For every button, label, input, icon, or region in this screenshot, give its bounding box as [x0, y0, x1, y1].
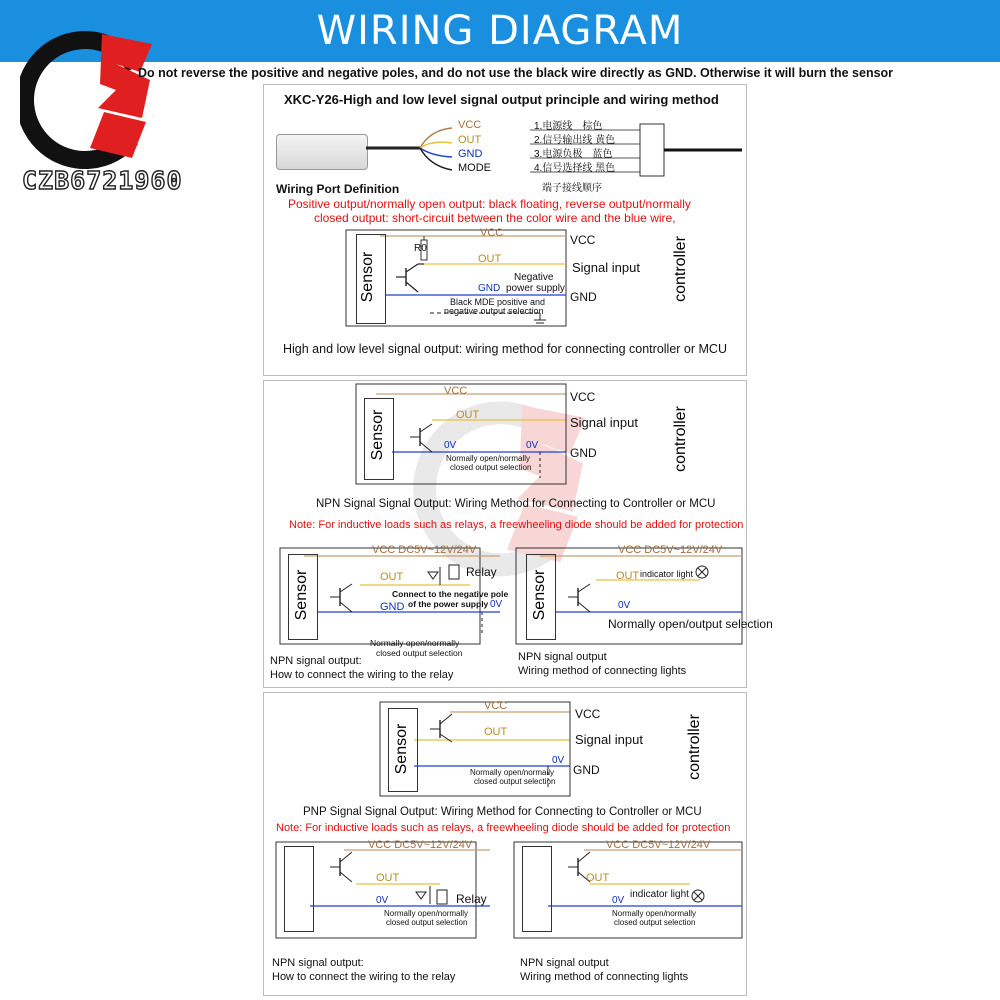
warning-text: Do not reverse the positive and negative poles, and do not use the black wire directly as GND. Otherwise it will burn the sensor	[138, 66, 894, 80]
panel2-relay-neg-1: Connect to the negative pole	[392, 589, 509, 599]
panel3-0v-label: 0V	[552, 755, 565, 766]
panel1-out-label: OUT	[478, 253, 502, 265]
panel2-ctrl-gnd: GND	[570, 446, 597, 460]
panel2-0v-label: 0V	[444, 440, 457, 451]
panel2-light-indicator: indicator light	[640, 569, 694, 579]
negative-supply-label-1: Negative	[514, 272, 554, 283]
panel1-red-note-1: Positive output/normally open output: black floating, reverse output/normally	[288, 197, 691, 211]
panel2-out-label: OUT	[456, 409, 480, 421]
panel2-relay-out: OUT	[380, 571, 404, 583]
panel3-light-sensor-box	[522, 846, 552, 932]
panel2-controller-label: controller	[672, 406, 689, 472]
mde-label-1: Black MDE positive and	[450, 297, 546, 307]
port-definition-label: Wiring Port Definition	[276, 182, 400, 196]
panel3-caption: PNP Signal Signal Output: Wiring Method for Connecting to Controller or MCU	[303, 806, 702, 818]
banner-title: WIRING DIAGRAM	[316, 8, 684, 54]
panel1-gnd-label: GND	[478, 283, 501, 294]
panel1-wire-vcc-label: VCC	[458, 119, 482, 131]
panel2-light-caption-2: Wiring method of connecting lights	[518, 665, 687, 677]
panel2-relay-nc-1: Normally open/normally	[370, 638, 460, 648]
panel2-ctrl-vcc: VCC	[570, 390, 596, 404]
panel3-light-0v: 0V	[612, 895, 625, 906]
panel3-light-out: OUT	[586, 872, 610, 884]
panel3-light-indicator: indicator light	[630, 889, 689, 900]
panel3-sensor-label: Sensor	[393, 723, 410, 775]
panel2-light-nc: Normally open/output selection	[608, 617, 773, 631]
panel3-ctrl-signal: Signal input	[575, 732, 643, 747]
panel2-relay-caption-2: How to connect the wiring to the relay	[270, 669, 454, 681]
panel3-light-caption-2: Wiring method of connecting lights	[520, 971, 689, 983]
panel2-light-0v: 0V	[618, 600, 631, 611]
panel2-relay-sensor-label: Sensor	[293, 569, 310, 621]
pin-3-label: 3.电源负极 蓝色	[534, 149, 613, 160]
panel1-title: XKC-Y26-High and low level signal output principle and wiring method	[284, 92, 719, 107]
panel3-relay-nc-1: Normally open/normally	[384, 909, 469, 918]
panel1-vcc-label: VCC	[480, 227, 504, 239]
panel2-relay-label: Relay	[466, 565, 497, 579]
panel1-red-note-2: closed output: short-circuit between the color wire and the blue wire,	[314, 211, 676, 225]
panel3-relay-0v: 0V	[376, 895, 389, 906]
panel2-caption: NPN Signal Signal Output: Wiring Method for Connecting to Controller or MCU	[316, 498, 716, 510]
panel1-wire-out-label: OUT	[458, 134, 482, 146]
pin-order-label: 端子接线顺序	[542, 183, 602, 194]
panel3-vcc-label: VCC	[484, 700, 508, 712]
panel3-relay-vcc: VCC DC5V~12V/24V	[368, 839, 473, 851]
panel3-relay-label: Relay	[456, 892, 487, 906]
panel3-out-label: OUT	[484, 726, 508, 738]
panel1-ctrl-gnd: GND	[570, 290, 597, 304]
mde-label-2: negative output selection	[444, 306, 544, 316]
panel2-ctrl-signal: Signal input	[570, 415, 638, 430]
panel3-nc-label-2: closed output selection	[474, 777, 556, 786]
panel3-light-nc-2: closed output selection	[614, 918, 696, 927]
pin-2-label: 2.信号输出线 黄色	[534, 135, 616, 146]
panel2-light-caption-1: NPN signal output	[518, 651, 607, 663]
panel3-relay-sensor-box	[284, 846, 314, 932]
panel2-light-sensor-label: Sensor	[531, 569, 548, 621]
panel3-relay-out: OUT	[376, 872, 400, 884]
panel3-relay-caption-2: How to connect the wiring to the relay	[272, 971, 456, 983]
resistor-r0-label: R0	[414, 243, 427, 254]
panel2-light-vcc: VCC DC5V~12V/24V	[618, 544, 723, 556]
panel2-sensor-label: Sensor	[369, 409, 386, 461]
panel2-relay-vcc: VCC DC5V~12V/24V	[372, 544, 477, 556]
panel2-vcc-label: VCC	[444, 385, 468, 397]
panel2-relay-caption-1: NPN signal output:	[270, 655, 362, 667]
panel3-relay-caption-1: NPN signal output:	[272, 957, 364, 969]
panel1-ctrl-vcc: VCC	[570, 233, 596, 247]
panel2-nc-label-1: Normally open/normally	[446, 454, 531, 463]
panel2-relay-gnd: GND	[380, 601, 405, 613]
panel1-caption: High and low level signal output: wiring method for connecting controller or MCU	[283, 342, 727, 356]
brand-logo-text: CZB6721960	[22, 166, 183, 195]
panel3-ctrl-vcc: VCC	[575, 707, 601, 721]
panel1-sensor-label: Sensor	[359, 251, 376, 303]
panel2-0v-label-2: 0V	[526, 440, 539, 451]
negative-supply-label-2: power supply	[506, 283, 565, 294]
panel1-controller-label: controller	[672, 236, 689, 302]
panel2-relay-nc-2: closed output selection	[376, 648, 463, 658]
panel3-ctrl-gnd: GND	[573, 763, 600, 777]
panel3-light-caption-1: NPN signal output	[520, 957, 609, 969]
panel2-nc-label-2: closed output selection	[450, 463, 532, 472]
panel3-light-vcc: VCC DC5V~12V/24V	[606, 839, 711, 851]
panel2-relay-neg-2: of the power supply	[408, 599, 489, 609]
panel3-light-nc-1: Normally open/normally	[612, 909, 697, 918]
panel1-wire-mode-label: MODE	[458, 162, 491, 174]
panel1-wire-gnd-label: GND	[458, 148, 483, 160]
pin-4-label: 4.信号选择线 黑色	[534, 163, 616, 174]
panel3-relay-nc-2: closed output selection	[386, 918, 468, 927]
panel2-relay-0v: 0V	[490, 599, 503, 610]
panel2-note: Note: For inductive loads such as relays, a freewheeling diode should be added for protection	[289, 519, 744, 531]
pin-1-label: 1.电源线 棕色	[534, 121, 603, 132]
panel1-ctrl-signal: Signal input	[572, 260, 640, 275]
panel2-light-out: OUT	[616, 570, 640, 582]
panel3-note: Note: For inductive loads such as relays, a freewheeling diode should be added for protection	[276, 822, 731, 834]
panel3-controller-label: controller	[686, 714, 703, 780]
panel3-nc-label-1: Normally open/normally	[470, 768, 555, 777]
